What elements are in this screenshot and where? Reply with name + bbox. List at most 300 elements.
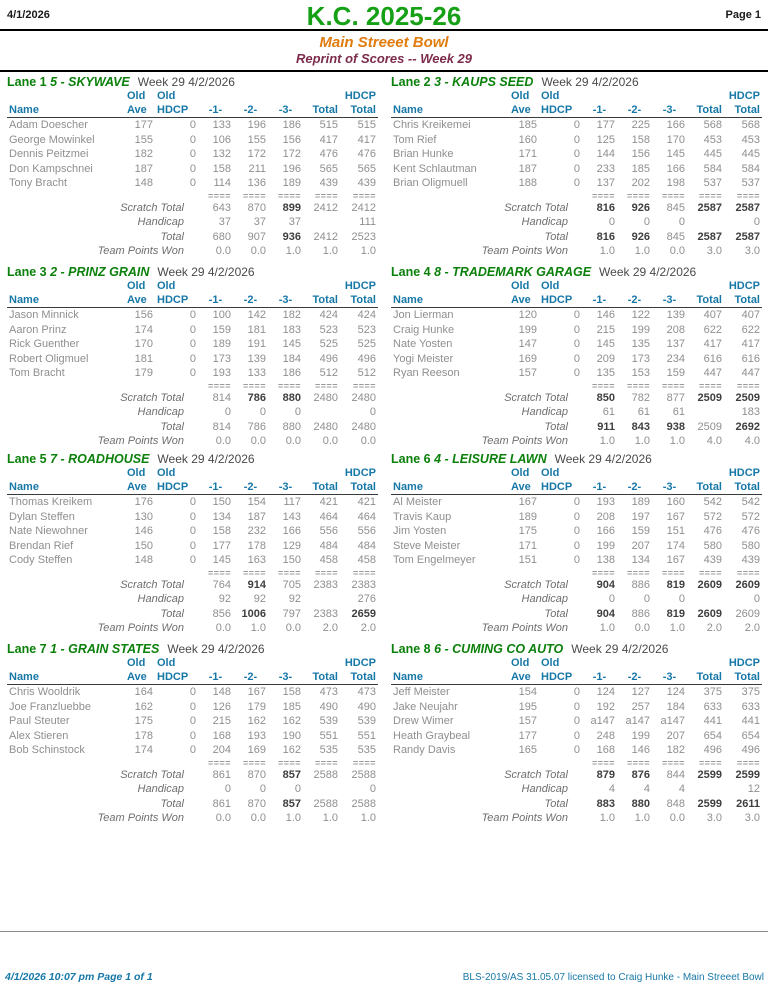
player-score: 523 <box>357 323 376 336</box>
player-score: 169 <box>518 352 537 365</box>
totals-value: 2588 <box>351 768 376 781</box>
column-header-cell <box>303 90 340 103</box>
totals-label: Handicap <box>521 783 568 795</box>
player-score: 196 <box>247 119 266 131</box>
player-score: 208 <box>596 510 615 523</box>
totals-value: 3.0 <box>744 812 760 824</box>
player-score: 142 <box>247 309 266 321</box>
player-score: 207 <box>631 539 650 552</box>
column-header-cell: Total <box>303 103 340 118</box>
column-header-cell: Total <box>340 670 378 685</box>
lane-header <box>7 452 378 467</box>
player-score: 209 <box>596 352 615 365</box>
player-row <box>7 495 378 510</box>
handicap-row <box>391 215 762 230</box>
player-score: 0 <box>189 700 196 713</box>
player-score: 145 <box>282 338 301 350</box>
lane-score-table <box>7 657 378 826</box>
column-header-cell <box>652 280 687 293</box>
player-score: 407 <box>703 309 722 321</box>
column-header-cell <box>198 280 233 293</box>
player-score: 158 <box>282 686 301 698</box>
totals-value: 92 <box>253 593 266 605</box>
totals-value: 797 <box>282 607 301 620</box>
totals-label: Total <box>544 797 568 810</box>
player-name: Jason Minnick <box>9 309 79 321</box>
player-score: 184 <box>282 352 301 365</box>
week-label: Week 29 4/2/2026 <box>571 642 669 656</box>
player-row <box>7 147 378 162</box>
totals-value: 2412 <box>351 201 376 214</box>
player-score: 496 <box>741 744 760 756</box>
player-score: 257 <box>631 700 650 713</box>
lane-number: Lane 1 <box>7 75 47 89</box>
player-score: 248 <box>596 729 615 742</box>
totals-value: 861 <box>212 768 231 781</box>
column-header-cell: Total <box>303 670 340 685</box>
player-score: 0 <box>573 309 580 321</box>
column-header-cell: Old <box>127 657 146 669</box>
column-header-cell: Name <box>7 103 125 118</box>
player-score: 164 <box>134 686 153 698</box>
player-row <box>7 133 378 148</box>
column-header-cell <box>652 467 687 480</box>
player-score: 145 <box>666 148 685 160</box>
player-score: 0 <box>189 744 196 756</box>
column-header-cell: -1- <box>582 293 617 308</box>
player-score: 0 <box>573 133 580 146</box>
totals-value: 914 <box>247 578 266 591</box>
totals-value: 861 <box>212 797 231 810</box>
player-score: 148 <box>134 177 153 189</box>
player-score: 172 <box>247 148 266 160</box>
column-header-row-top <box>391 90 762 103</box>
column-header-cell <box>687 657 724 670</box>
totals-value: 61 <box>672 406 685 418</box>
handicap-row <box>391 782 762 797</box>
column-header-cell <box>7 657 125 670</box>
lane-score-table <box>7 467 378 636</box>
team-points-row <box>391 434 762 449</box>
separator-cell: ==== <box>736 380 760 391</box>
player-score: 417 <box>703 338 722 350</box>
column-header-cell: -2- <box>617 480 652 495</box>
player-score: 616 <box>741 352 760 365</box>
totals-value: 2609 <box>735 607 760 620</box>
player-score: 185 <box>282 700 301 713</box>
player-score: 580 <box>703 539 722 552</box>
column-header-cell <box>268 467 303 480</box>
scratch-total-row <box>7 768 378 783</box>
totals-value: 0.0 <box>360 435 376 447</box>
reprint-subtitle: Reprint of Scores -- Week 29 <box>0 51 768 72</box>
separator-row <box>391 568 762 578</box>
totals-value: 0.0 <box>250 435 266 447</box>
lane-number: Lane 8 <box>391 642 431 656</box>
lane-block <box>0 75 384 265</box>
player-score: 0 <box>573 496 580 508</box>
player-score: 148 <box>212 686 231 698</box>
lane-header <box>391 452 762 467</box>
player-score: 0 <box>189 539 196 552</box>
scratch-total-row <box>391 768 762 783</box>
player-name: Brian Oligmuell <box>393 177 468 189</box>
player-score: 189 <box>518 510 537 523</box>
player-score: 187 <box>247 510 266 523</box>
column-header-row <box>7 670 378 685</box>
totals-value: 37 <box>288 216 301 228</box>
separator-cell: ==== <box>277 380 301 391</box>
handicap-row <box>7 592 378 607</box>
separator-cell <box>7 191 125 201</box>
player-score: 633 <box>741 700 760 713</box>
totals-label: Total <box>160 420 184 433</box>
player-row <box>7 553 378 568</box>
column-header-cell: Ave <box>125 670 155 685</box>
column-header-row-top <box>7 280 378 293</box>
player-score: 421 <box>319 496 338 508</box>
player-score: 174 <box>134 323 153 336</box>
player-score: 616 <box>703 352 722 365</box>
column-header-cell: -3- <box>652 670 687 685</box>
player-score: 182 <box>134 148 153 160</box>
separator-cell: ==== <box>352 190 376 201</box>
player-score: 0 <box>573 700 580 713</box>
player-score: 439 <box>319 177 338 189</box>
player-row <box>391 524 762 539</box>
player-score: 0 <box>189 352 196 365</box>
column-header-cell: Name <box>391 293 509 308</box>
totals-label: Handicap <box>137 406 184 418</box>
separator-cell: ==== <box>207 190 231 201</box>
page-number: Page 1 <box>725 9 761 21</box>
totals-value: 0.0 <box>215 622 231 634</box>
player-score: 126 <box>212 700 231 713</box>
column-header-cell: Ave <box>125 293 155 308</box>
totals-label: Total <box>160 607 184 620</box>
separator-cell: ==== <box>242 567 266 578</box>
totals-value: 0 <box>224 783 231 795</box>
totals-value: 857 <box>282 768 301 781</box>
player-score: 0 <box>573 323 580 336</box>
player-score: 535 <box>357 744 376 756</box>
column-header-cell: Total <box>687 480 724 495</box>
column-header-cell: Total <box>687 670 724 685</box>
column-header-cell: -1- <box>198 103 233 118</box>
player-score: 572 <box>703 510 722 523</box>
separator-row <box>7 568 378 578</box>
separator-cell <box>391 191 509 201</box>
totals-value: 1.0 <box>669 622 685 634</box>
lane-score-table <box>391 467 762 636</box>
player-score: 106 <box>212 133 231 146</box>
player-score: 458 <box>319 554 338 566</box>
player-score: 496 <box>357 352 376 365</box>
player-score: 129 <box>282 539 301 552</box>
separator-cell: ==== <box>314 380 338 391</box>
totals-label: Handicap <box>521 216 568 228</box>
totals-value: 782 <box>631 391 650 404</box>
player-name: Dennis Peitzmei <box>9 148 89 160</box>
lane-block <box>0 265 384 452</box>
lane-header <box>7 75 378 90</box>
player-score: 542 <box>741 496 760 508</box>
lane-number: Lane 6 <box>391 452 431 466</box>
column-header-cell: HDCP <box>155 293 198 308</box>
player-name: Bob Schinstock <box>9 744 85 756</box>
player-score: 375 <box>703 686 722 698</box>
separator-cell: ==== <box>736 190 760 201</box>
player-row <box>7 352 378 367</box>
player-score: 453 <box>741 133 760 146</box>
player-score: 120 <box>518 309 537 321</box>
totals-value: 911 <box>597 420 615 433</box>
player-score: 177 <box>596 119 615 131</box>
player-score: 157 <box>518 367 537 379</box>
player-row <box>7 118 378 133</box>
totals-value <box>303 405 340 420</box>
player-score: 464 <box>319 510 338 523</box>
totals-value: 2609 <box>697 578 722 591</box>
totals-value: 0 <box>643 216 650 228</box>
totals-value: 0 <box>259 783 266 795</box>
week-label: Week 29 4/2/2026 <box>157 452 255 466</box>
totals-value: 4.0 <box>744 435 760 447</box>
totals-value: 0.0 <box>215 245 231 257</box>
column-header-cell: Ave <box>509 480 539 495</box>
column-header-cell <box>303 657 340 670</box>
player-row <box>7 685 378 700</box>
player-name: Jeff Meister <box>393 686 450 698</box>
totals-value: 883 <box>596 797 615 810</box>
totals-value: 2480 <box>351 420 376 433</box>
column-header-cell: HDCP <box>539 293 582 308</box>
column-header-cell: Name <box>7 293 125 308</box>
player-score: 179 <box>134 367 153 379</box>
totals-value: 1.0 <box>599 812 615 824</box>
separator-cell: ==== <box>352 567 376 578</box>
player-score: 114 <box>213 177 231 189</box>
player-name: Robert Oligmuel <box>9 352 89 365</box>
separator-cell: ==== <box>661 757 685 768</box>
totals-label: Scratch Total <box>120 578 184 591</box>
column-header-cell: Ave <box>509 103 539 118</box>
totals-value: 2692 <box>735 420 760 433</box>
totals-value: 4 <box>608 783 615 795</box>
player-row <box>7 323 378 338</box>
column-header-cell: Old <box>127 280 146 292</box>
player-name: Tom Bracht <box>9 367 65 379</box>
player-score: 178 <box>247 539 266 552</box>
totals-value: 1.0 <box>634 435 650 447</box>
player-score: 134 <box>631 554 650 566</box>
player-name: George Mowinkel <box>9 133 95 146</box>
totals-value: 0.0 <box>215 812 231 824</box>
column-header-cell: HDCP <box>344 657 376 669</box>
player-score: 160 <box>666 496 685 508</box>
separator-cell: ==== <box>277 567 301 578</box>
player-name: Tom Engelmeyer <box>393 554 476 566</box>
column-header-cell: -2- <box>233 480 268 495</box>
player-score: 150 <box>134 539 153 552</box>
player-score: 189 <box>282 177 301 189</box>
player-score: 0 <box>573 119 580 131</box>
totals-value: 2659 <box>351 607 376 620</box>
player-score: 167 <box>247 686 266 698</box>
column-header-cell: Old <box>157 280 176 292</box>
column-header-cell: -2- <box>617 293 652 308</box>
player-score: 162 <box>247 715 266 727</box>
player-score: 195 <box>518 700 537 713</box>
separator-cell: ==== <box>698 567 722 578</box>
column-header-cell: -3- <box>652 103 687 118</box>
totals-value: 12 <box>747 783 760 795</box>
player-score: 439 <box>741 554 760 566</box>
week-label: Week 29 4/2/2026 <box>157 265 255 279</box>
column-header-cell <box>7 280 125 293</box>
totals-value: 61 <box>637 406 650 418</box>
player-score: 158 <box>212 162 231 175</box>
player-score: 100 <box>212 309 231 321</box>
column-header-row-top <box>391 467 762 480</box>
player-score: 439 <box>703 554 722 566</box>
totals-value: 926 <box>631 230 650 243</box>
totals-value: 936 <box>282 230 301 243</box>
separator-cell: ==== <box>242 190 266 201</box>
player-name: Nate Yosten <box>393 338 453 350</box>
player-score: 568 <box>741 119 760 131</box>
totals-value: 814 <box>212 391 231 404</box>
total-row <box>7 607 378 622</box>
player-name: Nate Niewohner <box>9 525 88 537</box>
player-score: 0 <box>573 510 580 523</box>
column-header-cell <box>687 467 724 480</box>
column-header-row <box>7 480 378 495</box>
totals-label: Team Points Won <box>481 435 568 447</box>
column-header-cell: -3- <box>268 670 303 685</box>
column-header-cell: Ave <box>509 293 539 308</box>
totals-value: 2599 <box>735 768 760 781</box>
totals-label: Total <box>160 230 184 243</box>
team-name: 6 - CUMING CO AUTO <box>434 642 564 656</box>
player-score: 150 <box>212 496 231 508</box>
player-score: 476 <box>319 148 338 160</box>
separator-cell: ==== <box>277 190 301 201</box>
totals-label: Scratch Total <box>504 201 568 214</box>
totals-value: 1.0 <box>360 812 376 824</box>
separator-cell <box>7 568 125 578</box>
totals-value: 844 <box>666 768 685 781</box>
totals-value: 0.0 <box>250 812 266 824</box>
player-score: 151 <box>666 525 685 537</box>
player-score: 537 <box>703 177 722 189</box>
totals-value: 845 <box>666 230 685 243</box>
separator-cell <box>155 568 198 578</box>
player-score: 191 <box>247 338 266 350</box>
player-score: 179 <box>247 700 266 713</box>
separator-cell: ==== <box>626 757 650 768</box>
player-score: 162 <box>134 700 153 713</box>
player-score: 154 <box>518 686 537 698</box>
totals-value: 0 <box>753 216 760 228</box>
team-points-row <box>391 244 762 259</box>
scratch-total-row <box>391 578 762 593</box>
totals-label: Team Points Won <box>481 622 568 634</box>
totals-value: 850 <box>596 391 615 404</box>
player-score: 0 <box>189 729 196 742</box>
player-score: 124 <box>596 686 615 698</box>
column-header-cell: Total <box>724 293 762 308</box>
player-score: 134 <box>212 510 231 523</box>
column-header-cell: -1- <box>582 670 617 685</box>
player-row <box>391 553 762 568</box>
column-header-cell: -3- <box>268 293 303 308</box>
separator-cell <box>155 191 198 201</box>
totals-label: Team Points Won <box>481 245 568 257</box>
player-score: 654 <box>741 729 760 742</box>
player-score: 525 <box>319 338 338 350</box>
player-score: 159 <box>212 323 231 336</box>
team-name: 8 - TRADEMARK GARAGE <box>434 265 592 279</box>
totals-value: 2383 <box>313 607 338 620</box>
totals-label: Team Points Won <box>97 435 184 447</box>
report-date: 4/1/2026 <box>7 9 50 21</box>
column-header-cell: -3- <box>268 480 303 495</box>
column-header-cell: -1- <box>198 480 233 495</box>
lane-header <box>391 265 762 280</box>
player-score: 496 <box>703 744 722 756</box>
separator-cell: ==== <box>591 190 615 201</box>
separator-cell: ==== <box>736 757 760 768</box>
player-name: Chris Kreikemei <box>393 119 471 131</box>
totals-value: 880 <box>631 797 650 810</box>
player-score: 654 <box>703 729 722 742</box>
player-row <box>7 510 378 525</box>
column-header-cell <box>198 90 233 103</box>
column-header-cell: Total <box>340 103 378 118</box>
total-row <box>7 797 378 812</box>
player-score: 225 <box>631 119 650 131</box>
separator-cell: ==== <box>626 190 650 201</box>
column-header-cell <box>391 280 509 293</box>
lane-score-table <box>7 90 378 259</box>
player-row <box>391 729 762 744</box>
player-score: 424 <box>357 309 376 321</box>
player-score: 190 <box>282 729 301 742</box>
column-header-cell: Old <box>157 467 176 479</box>
totals-label: Team Points Won <box>97 622 184 634</box>
separator-cell <box>125 568 155 578</box>
column-header-cell <box>582 280 617 293</box>
player-name: Thomas Kreikem <box>9 496 93 508</box>
totals-value: 0 <box>608 216 615 228</box>
column-header-cell <box>303 280 340 293</box>
separator-cell <box>155 758 198 768</box>
player-score: 196 <box>282 162 301 175</box>
totals-value: 0 <box>678 216 685 228</box>
player-score: 158 <box>631 133 650 146</box>
separator-cell: ==== <box>352 757 376 768</box>
column-header-cell <box>303 467 340 480</box>
column-header-cell: -1- <box>582 103 617 118</box>
column-header-cell: Total <box>724 480 762 495</box>
player-score: 424 <box>319 309 338 321</box>
player-score: 133 <box>212 119 231 131</box>
scratch-total-row <box>7 201 378 216</box>
player-score: 139 <box>666 309 685 321</box>
player-score: 188 <box>518 177 537 189</box>
totals-value: 2588 <box>351 797 376 810</box>
